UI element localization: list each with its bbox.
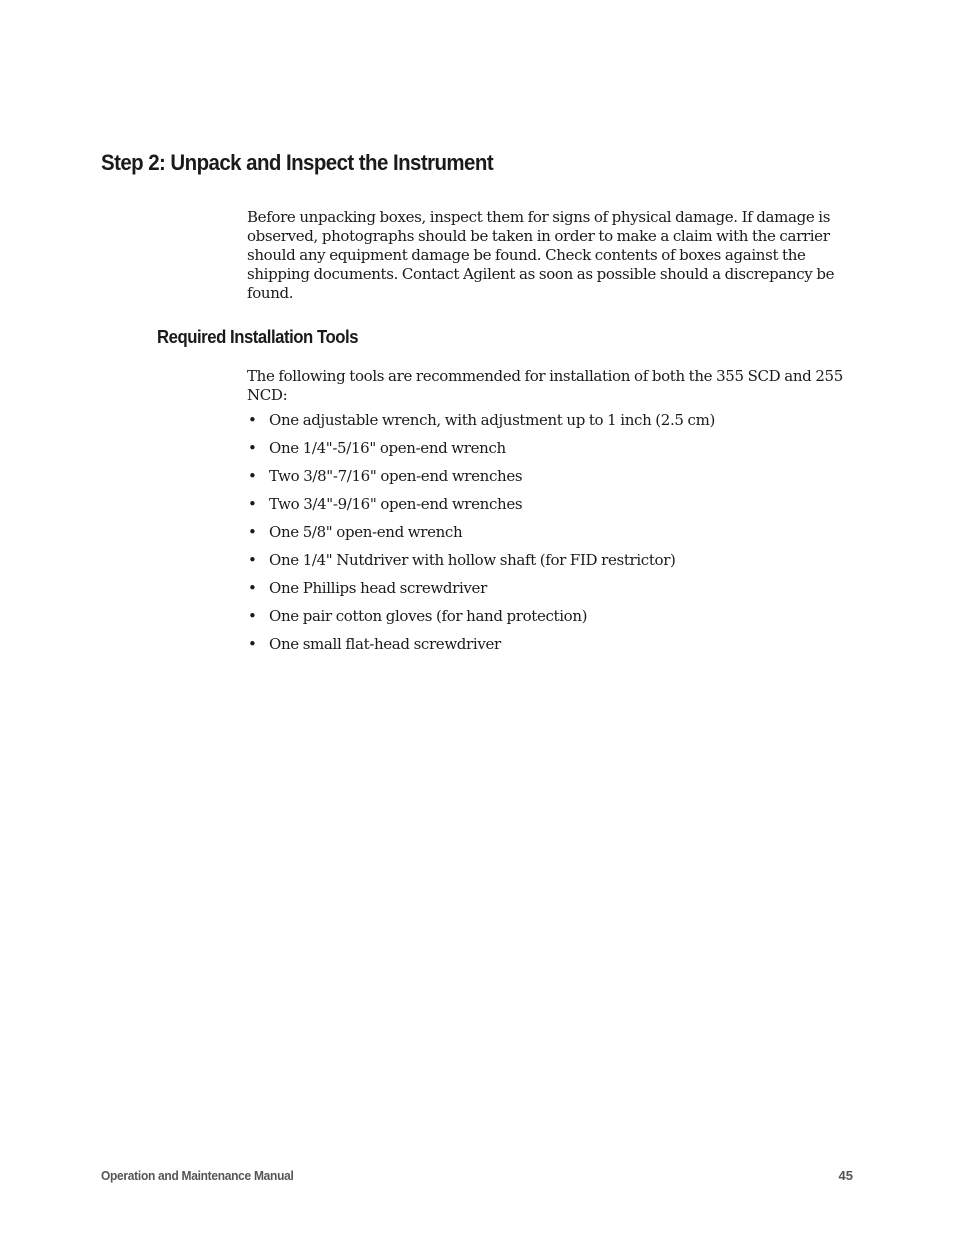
list-item-text: One pair cotton gloves (for hand protection) xyxy=(269,607,588,625)
list-item-text: One 5/8" open-end wrench xyxy=(269,523,463,541)
bullet-icon: • xyxy=(248,579,257,597)
list-item-text: One small flat-head screwdriver xyxy=(269,635,501,653)
list-item xyxy=(247,607,857,635)
intro-paragraph: Before unpacking boxes, inspect them for signs of physical damage. If damage is observed, photographs should be taken in order to make a claim with the carrier should any equipment damage be found. Check contents of boxes against the shipping documents. Contact Agilent as soon as possible should a discrepancy be found. xyxy=(247,208,835,302)
bullet-icon: • xyxy=(248,467,257,485)
bullet-icon: • xyxy=(248,635,257,653)
list-item xyxy=(247,551,857,579)
list-item-text: Two 3/8"-7/16" open-end wrenches xyxy=(269,467,523,485)
list-item-text: One Phillips head screwdriver xyxy=(269,579,487,597)
bullet-icon: • xyxy=(248,411,257,429)
bullet-icon: • xyxy=(248,523,257,541)
list-item-text: One 1/4"-5/16" open-end wrench xyxy=(269,439,506,457)
bullet-icon: • xyxy=(248,439,257,457)
footer-page-number: 45 xyxy=(838,1168,853,1183)
list-item-text: Two 3/4"-9/16" open-end wrenches xyxy=(269,495,523,513)
bullet-icon: • xyxy=(248,551,257,569)
tools-list xyxy=(247,411,857,663)
list-item xyxy=(247,635,857,663)
section-title: Required Installation Tools xyxy=(157,327,359,347)
list-item xyxy=(247,467,857,495)
page-heading: Step 2: Unpack and Inspect the Instrument xyxy=(101,150,494,175)
list-item xyxy=(247,523,857,551)
list-item xyxy=(247,439,857,467)
bullet-icon: • xyxy=(248,607,257,625)
list-item-text: One adjustable wrench, with adjustment up to 1 inch (2.5 cm) xyxy=(269,411,715,429)
list-item xyxy=(247,579,857,607)
list-item xyxy=(247,411,857,439)
list-item xyxy=(247,495,857,523)
bullet-icon: • xyxy=(248,495,257,513)
section-lead-paragraph: The following tools are recommended for installation of both the 355 SCD and 255 NCD: xyxy=(247,367,843,404)
list-item-text: One 1/4" Nutdriver with hollow shaft (for FID restrictor) xyxy=(269,551,676,569)
footer-manual-title: Operation and Maintenance Manual xyxy=(101,1168,294,1183)
